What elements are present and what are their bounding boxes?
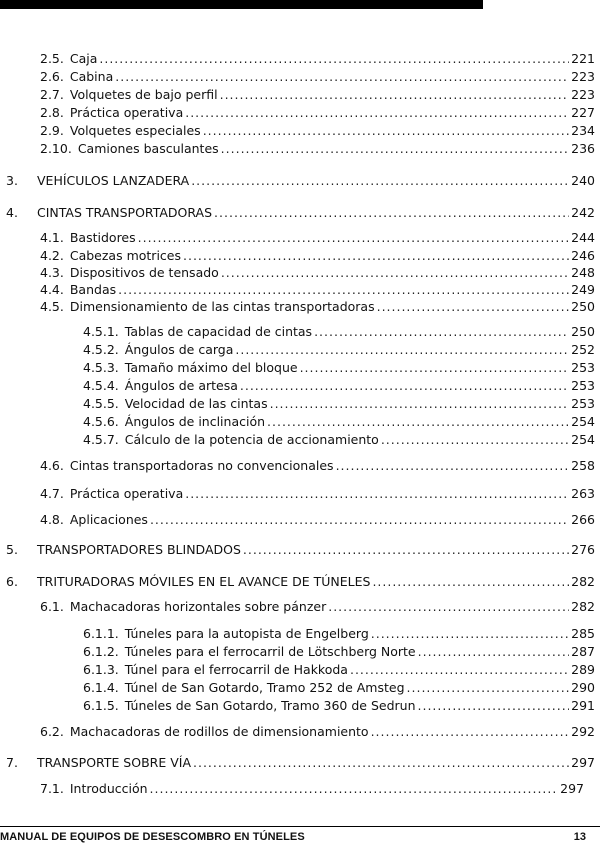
toc-leader [118,281,569,299]
toc-entry[interactable] [40,281,595,299]
toc-page: 285 [571,626,595,641]
toc-entry[interactable] [40,264,595,282]
toc-leader [418,643,570,661]
toc-page: 282 [571,599,595,614]
toc-number: 4.2. [40,248,64,263]
toc-entry[interactable] [40,511,595,529]
toc-leader [314,323,569,341]
toc-leader [270,395,570,413]
toc-entry[interactable] [40,247,595,265]
toc-number: 2.9. [40,123,64,138]
toc-leader [214,204,569,222]
toc-page: 254 [571,414,595,429]
toc-leader [407,679,570,697]
toc-page: 244 [571,230,595,245]
toc-subentry[interactable] [83,377,595,395]
toc-title: Dispositivos de tensado [69,265,219,280]
toc-leader [240,377,569,395]
toc-number: 2.6. [40,69,64,84]
toc-page: 290 [571,680,595,695]
toc-entry[interactable] [40,229,595,247]
toc-title: Caja [69,51,98,66]
toc-number: 4.3. [40,265,64,280]
toc-chapter-entry[interactable] [6,754,595,772]
toc-page: 240 [571,173,595,188]
toc-number: 4.5. [40,299,64,314]
toc-page: 289 [571,662,595,677]
toc-number: 7.1. [40,781,64,796]
toc-subentry[interactable] [83,323,595,341]
toc-leader [150,780,559,798]
toc-page: 297 [560,781,584,796]
toc-title: Túneles para la autopista de Engelberg [124,626,369,641]
toc-page: 236 [571,141,595,156]
toc-page: 242 [571,205,595,220]
toc-number: 4.5.5. [83,396,119,411]
toc-number: 6.1.2. [83,644,119,659]
toc-leader [336,457,570,475]
toc-title: Volquetes de bajo perfil [69,87,218,102]
toc-page: 246 [571,248,595,263]
toc-page: 227 [571,105,595,120]
toc-title: Machacadoras de rodillos de dimensionamiento [69,724,369,739]
toc-page: 287 [571,644,595,659]
toc-title: Dimensionamiento de las cintas transportadoras [69,299,375,314]
toc-leader [99,50,569,68]
toc-page: 263 [571,486,595,501]
toc-page: 253 [571,396,595,411]
toc-number: 4.5.6. [83,414,119,429]
toc-leader [221,264,569,282]
toc-leader [203,122,569,140]
toc-entry[interactable] [40,723,595,741]
toc-entry[interactable] [40,485,595,503]
toc-leader [350,661,569,679]
toc-title: Ángulos de inclinación [124,414,266,429]
toc-title: Volquetes especiales [69,123,201,138]
toc-chapter-entry[interactable] [6,541,595,559]
toc-title: Introducción [69,781,148,796]
toc-leader [418,697,570,715]
toc-leader [221,140,569,158]
toc-subentry[interactable] [83,359,595,377]
toc-subentry[interactable] [83,643,595,661]
toc-leader [328,598,569,616]
toc-page: 254 [571,432,595,447]
footer-book-title: MANUAL DE EQUIPOS DE DESESCOMBRO EN TÚNELES [0,831,305,843]
toc-leader [191,172,569,190]
toc-leader [150,511,569,529]
toc-entry[interactable] [40,598,595,616]
toc-page: 248 [571,265,595,280]
toc-entry[interactable] [40,68,595,86]
toc-number: 4.5.7. [83,432,119,447]
toc-title: Aplicaciones [69,512,148,527]
toc-title: Práctica operativa [69,486,184,501]
toc-page: 223 [571,69,595,84]
toc-leader [371,625,569,643]
toc-leader [220,86,570,104]
toc-title: Ángulos de artesa [124,378,238,393]
toc-subentry[interactable] [83,341,595,359]
toc-subentry[interactable] [83,395,595,413]
toc-leader [267,413,569,431]
toc-entry[interactable] [40,104,595,122]
toc-page: 250 [571,299,595,314]
footer-page-number: 13 [573,831,586,843]
toc-entry[interactable] [40,298,595,316]
toc-page: 291 [571,698,595,713]
toc-leader [377,298,570,316]
toc-subentry[interactable] [83,413,595,431]
toc-title: Bandas [69,282,117,297]
toc-page: 223 [571,87,595,102]
toc-number: 2.8. [40,105,64,120]
toc-leader [193,754,569,772]
toc-leader [243,541,569,559]
toc-leader [372,573,569,591]
toc-leader [115,68,569,86]
toc-title: Tablas de capacidad de cintas [124,324,313,339]
toc-leader [371,723,570,741]
toc-title: Túneles de San Gotardo, Tramo 360 de Sedrun [124,698,416,713]
toc-title: VEHÍCULOS LANZADERA [37,173,190,188]
toc-title: Práctica operativa [69,105,184,120]
toc-chapter-entry[interactable] [6,204,595,222]
toc-title: TRANSPORTADORES BLINDADOS [37,542,241,557]
toc-number: 4. [6,205,18,220]
toc-title: Camiones basculantes [77,141,219,156]
toc-number: 2.5. [40,51,64,66]
toc-page: 249 [571,282,595,297]
toc-number: 6.1.5. [83,698,119,713]
toc-number: 6.1. [40,599,64,614]
toc-number: 4.5.4. [83,378,119,393]
toc-leader [138,229,570,247]
toc-number: 4.5.2. [83,342,119,357]
toc-leader [300,359,570,377]
toc-title: Cabina [69,69,114,84]
toc-number: 4.6. [40,458,64,473]
toc-leader [183,247,569,265]
toc-number: 4.7. [40,486,64,501]
toc-number: 4.5.1. [83,324,119,339]
toc-number: 4.1. [40,230,64,245]
toc-leader [185,104,569,122]
toc-title: Túnel de San Gotardo, Tramo 252 de Amsteg [124,680,405,695]
toc-number: 2.10. [40,141,72,156]
toc-title: Bastidores [69,230,136,245]
toc-page: 266 [571,512,595,527]
toc-page: 250 [571,324,595,339]
toc-page: 253 [571,360,595,375]
toc-title: Cintas transportadoras no convencionales [69,458,334,473]
toc-chapter-entry[interactable] [6,573,595,591]
toc-entry[interactable] [40,86,595,104]
toc-number: 5. [6,542,18,557]
toc-entry[interactable] [40,457,595,475]
toc-number: 6.1.3. [83,662,119,677]
footer-divider [0,826,600,827]
toc-leader [185,485,569,503]
toc-entry[interactable] [40,140,595,158]
toc-number: 6.2. [40,724,64,739]
toc-subentry[interactable] [83,697,595,715]
toc-chapter-entry[interactable] [6,172,595,190]
toc-title: Tamaño máximo del bloque [124,360,298,375]
toc-title: CINTAS TRANSPORTADORAS [37,205,213,220]
toc-subentry[interactable] [83,431,595,449]
toc-entry[interactable] [40,50,595,68]
toc-number: 6.1.4. [83,680,119,695]
toc-subentry[interactable] [83,661,595,679]
toc-page: 252 [571,342,595,357]
toc-title: Ángulos de carga [124,342,234,357]
toc-subentry[interactable] [83,625,595,643]
toc-title: TRITURADORAS MÓVILES EN EL AVANCE DE TÚNELES [37,574,371,589]
toc-page: 292 [571,724,595,739]
toc-page: 253 [571,378,595,393]
toc-number: 2.7. [40,87,64,102]
toc-page: 297 [571,755,595,770]
toc-number: 6.1.1. [83,626,119,641]
toc-title: Túnel para el ferrocarril de Hakkoda [124,662,348,677]
toc-title: Cabezas motrices [69,248,181,263]
toc-number: 4.8. [40,512,64,527]
toc-number: 4.4. [40,282,64,297]
toc-entry[interactable] [40,780,584,798]
toc-number: 4.5.3. [83,360,119,375]
toc-subentry[interactable] [83,679,595,697]
toc-page: 221 [571,51,595,66]
toc-title: Machacadoras horizontales sobre pánzer [69,599,327,614]
toc-leader [235,341,569,359]
toc-entry[interactable] [40,122,595,140]
toc-number: 6. [6,574,18,589]
toc-title: TRANSPORTE SOBRE VÍA [37,755,192,770]
toc-leader [381,431,569,449]
toc-page: 276 [571,542,595,557]
toc-page: 258 [571,458,595,473]
toc-number: 3. [6,173,18,188]
toc-title: Túneles para el ferrocarril de Lötschberg Norte [124,644,416,659]
toc-title: Cálculo de la potencia de accionamiento [124,432,379,447]
toc-page: 234 [571,123,595,138]
toc-title: Velocidad de las cintas [124,396,268,411]
toc-number: 7. [6,755,18,770]
toc-page: 282 [571,574,595,589]
